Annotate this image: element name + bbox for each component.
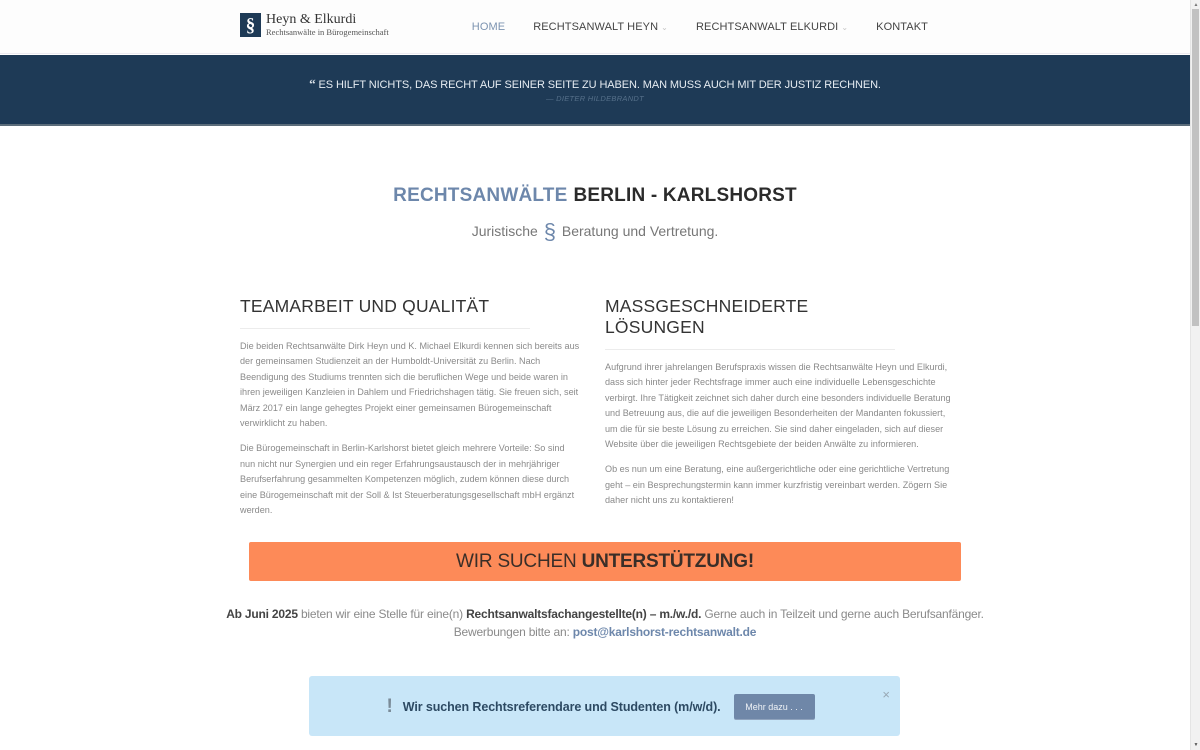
nav-kontakt-label: KONTAKT — [876, 21, 928, 33]
logo[interactable] — [240, 13, 389, 37]
alert-text: Wir suchen Rechtsreferendare und Studenten (m/w/d). — [402, 699, 721, 714]
paragraph-icon: § — [543, 219, 556, 244]
nav-home-label: HOME — [471, 21, 506, 33]
nav-home[interactable] — [458, 21, 519, 33]
subtitle-before: Juristische — [471, 223, 538, 239]
job-start-date: Ab Juni 2025 — [226, 607, 298, 621]
quote-bar — [0, 55, 1190, 126]
chevron-down-icon: ⌄ — [661, 22, 668, 32]
job-text: bieten wir eine Stelle für eine(n) — [297, 607, 467, 621]
main-nav — [458, 0, 942, 54]
page-subtitle — [0, 219, 1190, 245]
site-header — [0, 0, 1190, 54]
subtitle-after: Beratung und Vertretung. — [561, 223, 719, 239]
teamwork-section — [240, 296, 582, 528]
tailored-solutions-paragraph: Ob es nun um eine Beratung, eine außergerichtliche oder eine gerichtliche Vertretung geht – ein Besprechungstermin kann immer kurzfristig vereinbart werden. Zögern Sie daher nicht uns zu kontaktieren! — [605, 464, 950, 506]
nav-elkurdi-label: RECHTSANWALT ELKURDI — [695, 21, 839, 33]
paragraph-logo-icon: § — [240, 13, 261, 37]
banner-text-light: WIR SUCHEN — [456, 551, 582, 572]
job-description — [0, 606, 1200, 641]
job-position: Rechtsanwaltsfachangestellte(n) – m./w./d. — [466, 607, 702, 621]
teamwork-paragraph: Die Bürogemeinschaft in Berlin-Karlshorst bietet gleich mehrere Vorteile: So sind nun nicht nur Synergien und ein reger Erfahrungsaustausch der in mehrjähriger Berufserfahrung gesammelten Kompetenzen möglich, zudem können diese durch eine Bürogemeinschaft mit der Soll & Ist Steuerberatungsgesellschaft mbH ergänzt werden. — [240, 443, 575, 516]
tailored-solutions-paragraph: Aufgrund ihrer jahrelangen Berufspraxis wissen die Rechtsanwälte Heyn und Elkurdi, dass sich hinter jeder Rechtsfrage immer auch eine individuelle Lebensgeschichte verbirgt. Ihre Tätigkeit zeichnet sich daher durch eine besonders individuelle Beratung und Betreuung aus, die auf die jeweiligen Besonderheiten der Mandanten fokussiert, um die für sie beste Lösung zu erreichen. Sie sind daher eingeladen, sich auf dieser Website über die jeweiligen Rechtsgebiete der beiden Anwälte zu informieren. — [605, 362, 951, 450]
scrollbar-thumb[interactable] — [1192, 9, 1199, 326]
job-text: Gerne auch in Teilzeit und gerne auch Berufsanfänger. — [701, 607, 984, 621]
nav-rechtsanwalt-heyn[interactable] — [519, 21, 682, 33]
logo-subtitle: Rechtsanwälte in Bürogemeinschaft — [266, 27, 389, 38]
exclamation-icon: ! — [386, 695, 393, 717]
info-alert — [309, 676, 900, 736]
quote-icon: “ — [309, 76, 316, 91]
nav-rechtsanwalt-elkurdi[interactable] — [682, 21, 862, 33]
logo-title: Heyn & Elkurdi — [266, 12, 357, 28]
teamwork-heading: TEAMARBEIT UND QUALITÄT — [240, 296, 530, 329]
vertical-scrollbar[interactable] — [1190, 0, 1200, 750]
application-label: Bewerbungen bitte an: — [453, 624, 573, 639]
quote-author: — DIETER HILDEBRANDT — [545, 94, 645, 103]
tailored-solutions-section — [605, 296, 957, 519]
nav-kontakt[interactable] — [862, 21, 942, 33]
quote — [0, 76, 1190, 92]
hiring-banner — [249, 542, 961, 581]
scroll-up-arrow-icon[interactable]: ▲ — [1193, 2, 1199, 8]
title-accent: RECHTSANWÄLTE — [393, 185, 568, 206]
nav-heyn-label: RECHTSANWALT HEYN — [533, 21, 659, 33]
chevron-down-icon: ⌄ — [841, 22, 849, 32]
logo-text — [266, 13, 389, 37]
page-title — [0, 185, 1190, 207]
title-main: BERLIN - KARLSHORST — [573, 185, 797, 206]
more-info-button[interactable]: Mehr dazu . . . — [734, 694, 815, 719]
teamwork-paragraph: Die beiden Rechtsanwälte Dirk Heyn und K. Michael Elkurdi kennen sich bereits aus der gemeinsamen Studienzeit an der Humboldt-Universität zu Berlin. Nach Beendigung des Studiums trennten sich die beruflichen Wege und beide waren in ihren jeweiligen Kanzleien in Dahlem und Friedrichshagen tätig. Sie freuen sich, seit März 2017 ein lange gehegtes Projekt einer gemeinsamen Bürogemeinschaft verwirklicht zu haben. — [240, 341, 580, 429]
scroll-down-arrow-icon[interactable]: ▼ — [1193, 742, 1199, 748]
application-email-link[interactable]: post@karlshorst-rechtsanwalt.de — [572, 624, 757, 639]
close-icon[interactable]: × — [882, 687, 890, 702]
quote-text: ES HILFT NICHTS, DAS RECHT AUF SEINER SEITE ZU HABEN. MAN MUSS AUCH MIT DER JUSTIZ RECHNEN. — [318, 79, 881, 91]
tailored-solutions-heading: MASSGESCHNEIDERTE LÖSUNGEN — [605, 296, 895, 350]
banner-text-bold: UNTERSTÜTZUNG! — [581, 551, 754, 572]
